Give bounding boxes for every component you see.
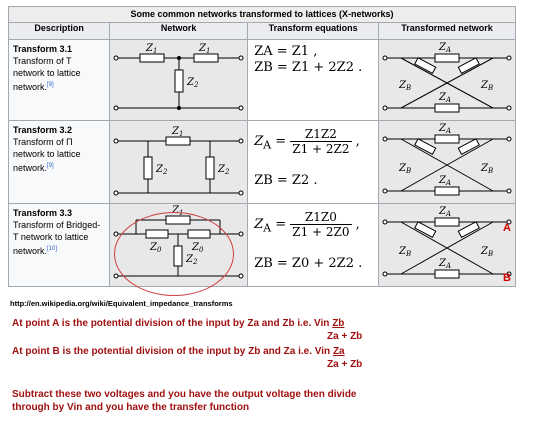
svg-text:ZB: $Z_B$ bbox=[480, 246, 494, 258]
table-row bbox=[9, 204, 516, 287]
description-cell bbox=[9, 40, 110, 121]
note-fraction-num: Zb bbox=[332, 318, 345, 329]
equation-zb: ZB = Z1 + 2Z2 . bbox=[254, 60, 363, 75]
svg-text:ZB: $Z_B$ bbox=[398, 163, 412, 175]
point-a-label: A bbox=[503, 222, 511, 234]
table-row bbox=[9, 40, 516, 121]
source-url[interactable]: http://en.wikipedia.org/wiki/Equivalent_impedance_transforms bbox=[10, 299, 233, 308]
reference-link[interactable]: [10] bbox=[47, 246, 58, 252]
equation-cell bbox=[248, 204, 379, 287]
svg-text:Z2: $Z_2$ bbox=[218, 164, 230, 176]
transform-desc: Transform of T network to lattice network. bbox=[13, 56, 81, 92]
reference-link[interactable]: [9] bbox=[47, 163, 54, 169]
note-subtract-line1: Subtract these two voltages and you have the output voltage then divide bbox=[12, 389, 357, 400]
equation-za: ZA = Z1 , bbox=[254, 44, 318, 59]
note-fraction-num: Za bbox=[332, 346, 345, 357]
header-transformed: Transformed network bbox=[378, 23, 515, 40]
note-point-b bbox=[12, 345, 345, 358]
svg-text:Z2: $Z_2$ bbox=[187, 77, 199, 89]
svg-text:ZA: $Z_A$ bbox=[438, 123, 451, 135]
fraction-denominator: Z1 + 2Z0 bbox=[292, 225, 350, 239]
svg-text:Z1: $Z_1$ bbox=[172, 205, 184, 217]
header-equations: Transform equations bbox=[248, 23, 379, 40]
fraction-numerator: Z1Z0 bbox=[290, 210, 351, 225]
t-network-diagram bbox=[110, 40, 247, 120]
transform-desc: Transform of Bridged-T network to lattice network. bbox=[13, 220, 101, 256]
note-text: At point B is the potential division of the input by Zb and Za i.e. Vin bbox=[12, 346, 331, 357]
svg-text:ZA: $Z_A$ bbox=[438, 92, 451, 104]
lattice-diagram bbox=[379, 204, 515, 286]
equation-cell bbox=[248, 121, 379, 204]
lattice-diagram-cell bbox=[378, 121, 515, 204]
note-subtract-line2: through by Vin and you have the transfer function bbox=[12, 402, 250, 413]
pi-network-diagram bbox=[110, 121, 247, 203]
network-diagram-cell bbox=[110, 121, 248, 204]
note-point-b-den: Za + Zb bbox=[327, 359, 363, 370]
svg-text:ZA: $Z_A$ bbox=[438, 206, 451, 218]
table-header-row bbox=[9, 23, 516, 40]
svg-text:Z2: $Z_2$ bbox=[156, 164, 168, 176]
svg-text:ZB: $Z_B$ bbox=[398, 80, 412, 92]
highlight-ellipse bbox=[114, 212, 234, 296]
description-cell bbox=[9, 204, 110, 287]
svg-text:ZB: $Z_B$ bbox=[480, 80, 494, 92]
equation-cell bbox=[248, 40, 379, 121]
description-cell bbox=[9, 121, 110, 204]
fraction bbox=[290, 210, 351, 239]
svg-text:ZA: $Z_A$ bbox=[438, 175, 451, 187]
equation-zb: ZB = Z0 + 2Z2 . bbox=[254, 256, 363, 271]
svg-text:ZA: $Z_A$ bbox=[438, 258, 451, 270]
lattice-diagram bbox=[379, 121, 515, 203]
svg-text:Z2: $Z_2$ bbox=[186, 254, 198, 266]
note-point-a bbox=[12, 317, 344, 330]
point-b-label: B bbox=[503, 272, 511, 284]
equation-za: $Z_A$ = $\frac{Z1Z2}{Z1 + 2Z2}$ , bbox=[254, 127, 360, 156]
lattice-diagram-cell bbox=[378, 40, 515, 121]
svg-text:Z1: $Z_1$ bbox=[172, 126, 184, 138]
svg-text:Z1: $Z_1$ bbox=[199, 43, 211, 55]
equation-zb: ZB = Z2 . bbox=[254, 173, 318, 188]
table-row bbox=[9, 121, 516, 204]
transform-title: Transform 3.3 bbox=[13, 208, 73, 218]
lattice-diagram-cell bbox=[378, 204, 515, 287]
fraction-numerator: Z1Z2 bbox=[290, 127, 351, 142]
svg-text:Z0: $Z_0$ bbox=[192, 242, 204, 254]
fraction bbox=[290, 127, 351, 156]
transform-table bbox=[8, 6, 516, 287]
transform-desc: Transform of Π network to lattice network. bbox=[13, 137, 81, 173]
note-text: At point A is the potential division of the input by Za and Zb i.e. Vin bbox=[12, 318, 330, 329]
reference-link[interactable]: [9] bbox=[47, 82, 54, 88]
header-description: Description bbox=[9, 23, 110, 40]
svg-text:Z1: $Z_1$ bbox=[146, 43, 158, 55]
fraction-denominator: Z1 + 2Z2 bbox=[292, 142, 350, 156]
lattice-diagram bbox=[379, 40, 515, 120]
header-network: Network bbox=[110, 23, 248, 40]
svg-text:Z0: $Z_0$ bbox=[150, 242, 162, 254]
transform-title: Transform 3.2 bbox=[13, 125, 73, 135]
note-point-a-den: Za + Zb bbox=[327, 331, 363, 342]
equation-za: $Z_A$ = $\frac{Z1Z0}{Z1 + 2Z0}$ , bbox=[254, 210, 360, 239]
table-caption: Some common networks transformed to lattices (X-networks) bbox=[8, 6, 516, 22]
svg-text:ZA: $Z_A$ bbox=[438, 42, 451, 54]
network-diagram-cell bbox=[110, 40, 248, 121]
svg-text:ZB: $Z_B$ bbox=[398, 246, 412, 258]
svg-text:ZB: $Z_B$ bbox=[480, 163, 494, 175]
transform-title: Transform 3.1 bbox=[13, 44, 73, 54]
